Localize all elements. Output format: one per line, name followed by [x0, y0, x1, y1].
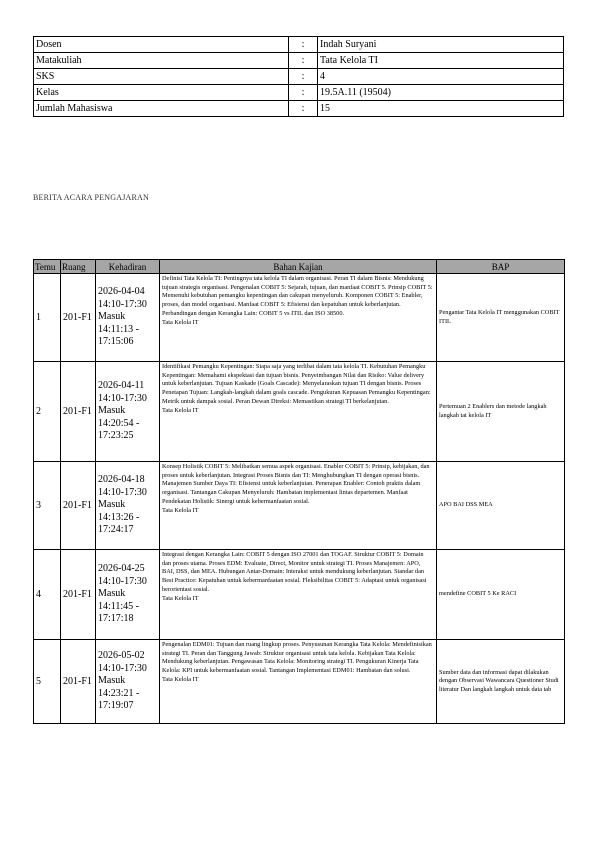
- row-room: 201-F1: [61, 362, 96, 462]
- table-row: [34, 640, 565, 724]
- info-separator: :: [289, 37, 318, 53]
- info-label: Jumlah Mahasiswa: [34, 101, 289, 117]
- row-bap: Pengantar Tata Kelola IT menggunakan COBIT ITIL: [437, 274, 565, 362]
- row-attendance: [96, 640, 160, 724]
- info-label: Kelas: [34, 85, 289, 101]
- info-value: 4: [318, 69, 564, 85]
- table-row: [34, 550, 565, 640]
- attendance-time: 14:10-17:30: [98, 486, 147, 498]
- info-row: [34, 69, 564, 85]
- table-header-row: [34, 260, 565, 274]
- attendance-checkin: 14:13:26 -: [98, 511, 140, 523]
- row-attendance: [96, 274, 160, 362]
- bap-table: [33, 259, 565, 724]
- attendance-checkin: 14:20:54 -: [98, 417, 140, 429]
- attendance-status: Masuk: [98, 675, 126, 687]
- attendance-checkin: 14:11:45 -: [98, 600, 140, 612]
- row-bap: mendefine COBIT 5 Ke RACI: [437, 550, 565, 640]
- row-room: 201-F1: [61, 462, 96, 550]
- kajian-text: Pengenalan EDM01: Tujuan dan ruang lingkup proses. Penyusunan Kerangka Tata Kelola: Mendefinisikan strategi TI. Peran dan Tanggung Jawab: Struktur organisasi untuk tata kelola. Kebijakan Tata Kelola: Mendukung keberlanjutan. Pengawasan Tata Kelola: Monitoring strategi TI. Pengukuran Kinerja Tata Kelola: KPI untuk kebermanfaatan sosial. Tantangan Implementasi EDM01: Hambatan dan solusi.: [162, 641, 432, 675]
- attendance-date: 2026-05-02: [98, 650, 145, 662]
- row-attendance: [96, 550, 160, 640]
- attendance-date: 2026-04-18: [98, 474, 145, 486]
- kajian-course: Tata Kelola IT: [162, 406, 199, 414]
- attendance-status: Masuk: [98, 588, 126, 600]
- info-value: 19.5A.11 (19504): [318, 85, 564, 101]
- table-row: [34, 462, 565, 550]
- header-temu: Temu: [34, 260, 61, 274]
- attendance-date: 2026-04-11: [98, 380, 145, 392]
- attendance-date: 2026-04-25: [98, 563, 145, 575]
- row-room: 201-F1: [61, 550, 96, 640]
- header-bap: BAP: [437, 260, 565, 274]
- kajian-course: Tata Kelola IT: [162, 506, 199, 514]
- attendance-checkout: 17:19:07: [98, 700, 134, 712]
- info-label: Dosen: [34, 37, 289, 53]
- row-number: 3: [34, 462, 61, 550]
- attendance-checkout: 17:23:25: [98, 430, 134, 442]
- attendance-date: 2026-04-04: [98, 286, 145, 298]
- info-label: Matakuliah: [34, 53, 289, 69]
- attendance-checkin: 14:11:13 -: [98, 323, 140, 335]
- row-number: 1: [34, 274, 61, 362]
- info-separator: :: [289, 101, 318, 117]
- kajian-text: Identifikasi Pemangku Kepentingan: Siapa saja yang terlibat dalam tata kelola TI. Kebutuhan Pemangku Kepentingan: Memahami ekspektasi dan tujuan bisnis. Penyeimbangan Nilai dan Risiko: Value delivery untuk keberlanjutan. Tujuan Kaskade (Goals Cascade): Menyelaraskan tujuan TI dengan bisnis. Proses Penetapan Tujuan: Langkah-langkah dalam goals cascade. Pengukuran Kepuasan Pemangku Kepentingan: Metrik untuk dampak sosial. Peran Dewan Direksi: Memastikan strategi TI berkelanjutan.: [162, 363, 431, 405]
- info-value: Tata Kelola TI: [318, 53, 564, 69]
- section-title: BERITA ACARA PENGAJARAN: [33, 193, 149, 202]
- kajian-text: Konsep Holistik COBIT 5: Melibatkan semua aspek organisasi. Enabler COBIT 5: Prinsip, kebijakan, dan proses untuk keberlanjutan. Integrasi Proses Bisnis dan TI: Menghubungkan TI dengan operasi bisnis. Manajemen Sumber Daya TI: Efisiensi untuk keberlanjutan. Penerapan Enabler: Contoh praktis dalam organisasi. Tantangan Cakupan Menyeluruh: Hambatan implementasi lintas departemen. Manfaat Pendekatan Holistik: Sinergi untuk kebermanfaatan sosial.: [162, 463, 430, 505]
- row-number: 2: [34, 362, 61, 462]
- attendance-time: 14:10-17:30: [98, 392, 147, 404]
- kajian-course: Tata Kelola IT: [162, 675, 199, 683]
- header-ruang: Ruang: [61, 260, 96, 274]
- info-value: Indah Suryani: [318, 37, 564, 53]
- info-row: [34, 101, 564, 117]
- row-bap: APO BAI DSS MEA: [437, 462, 565, 550]
- info-row: [34, 37, 564, 53]
- attendance-status: Masuk: [98, 311, 126, 323]
- attendance-checkin: 14:23:21 -: [98, 687, 140, 699]
- attendance-checkout: 17:17:18: [98, 613, 134, 625]
- row-bahan-kajian: [160, 640, 437, 724]
- kajian-text: Integrasi dengan Kerangka Lain: COBIT 5 dengan ISO 27001 dan TOGAF. Struktur COBIT 5: Domain dan proses utama. Proses EDM: Evaluate, Direct, Monitor untuk strategi TI. Proses Manajemen: APO, BAI, DSS, dan MEA. Hubungan Antar-Domain: Interaksi untuk mendukung keberlanjutan. Standar dan Best Practice: Kepatuhan untuk kebermanfaatan sosial. Fleksibilitas COBIT 5: Adaptasi untuk organisasi berorientasi sosial.: [162, 551, 427, 593]
- row-bap: Sumber data dan informasi dapat dilakukan dengan Observasi Wawancara Questioner Studi literatur Dan langkah langkah untuk data tab: [437, 640, 565, 724]
- header-kehadiran: Kehadiran: [96, 260, 160, 274]
- row-attendance: [96, 362, 160, 462]
- kajian-text: Definisi Tata Kelola TI: Pentingnya tata kelola TI dalam organisasi. Peran TI dalam Bisnis: Mendukung tujuan strategis organisasi. Pengenalan COBIT 5: Sejarah, tujuan, dan manfaat COBIT 5. Prinsip COBIT 5: Memenuhi kebutuhan pemangku kepentingan dan cakupan menyeluruh. Komponen COBIT 5: Enabler, proses, dan model organisasi. Manfaat COBIT 5: Efisiensi dan kepatuhan untuk keberlanjutan. Perbandingan dengan Kerangka Lain: COBIT 5 vs ITIL dan ISO 38500.: [162, 275, 433, 317]
- row-bahan-kajian: [160, 550, 437, 640]
- info-separator: :: [289, 69, 318, 85]
- row-room: 201-F1: [61, 640, 96, 724]
- attendance-checkout: 17:24:17: [98, 524, 134, 536]
- attendance-time: 14:10-17:30: [98, 298, 147, 310]
- row-room: 201-F1: [61, 274, 96, 362]
- info-table: [33, 36, 564, 117]
- table-row: [34, 362, 565, 462]
- kajian-course: Tata Kelola IT: [162, 594, 199, 602]
- info-separator: :: [289, 85, 318, 101]
- row-bap: Pertemuan 2 Enablers dan metode langkah langkah tat kelola IT: [437, 362, 565, 462]
- row-bahan-kajian: [160, 362, 437, 462]
- row-attendance: [96, 462, 160, 550]
- row-bahan-kajian: [160, 274, 437, 362]
- info-value: 15: [318, 101, 564, 117]
- row-number: 5: [34, 640, 61, 724]
- row-bahan-kajian: [160, 462, 437, 550]
- attendance-status: Masuk: [98, 405, 126, 417]
- info-label: SKS: [34, 69, 289, 85]
- kajian-course: Tata Kelola IT: [162, 318, 199, 326]
- attendance-checkout: 17:15:06: [98, 336, 134, 348]
- header-bahan-kajian: Bahan Kajian: [160, 260, 437, 274]
- attendance-status: Masuk: [98, 499, 126, 511]
- attendance-time: 14:10-17:30: [98, 662, 147, 674]
- row-number: 4: [34, 550, 61, 640]
- table-row: [34, 274, 565, 362]
- info-row: [34, 53, 564, 69]
- attendance-time: 14:10-17:30: [98, 575, 147, 587]
- info-row: [34, 85, 564, 101]
- info-separator: :: [289, 53, 318, 69]
